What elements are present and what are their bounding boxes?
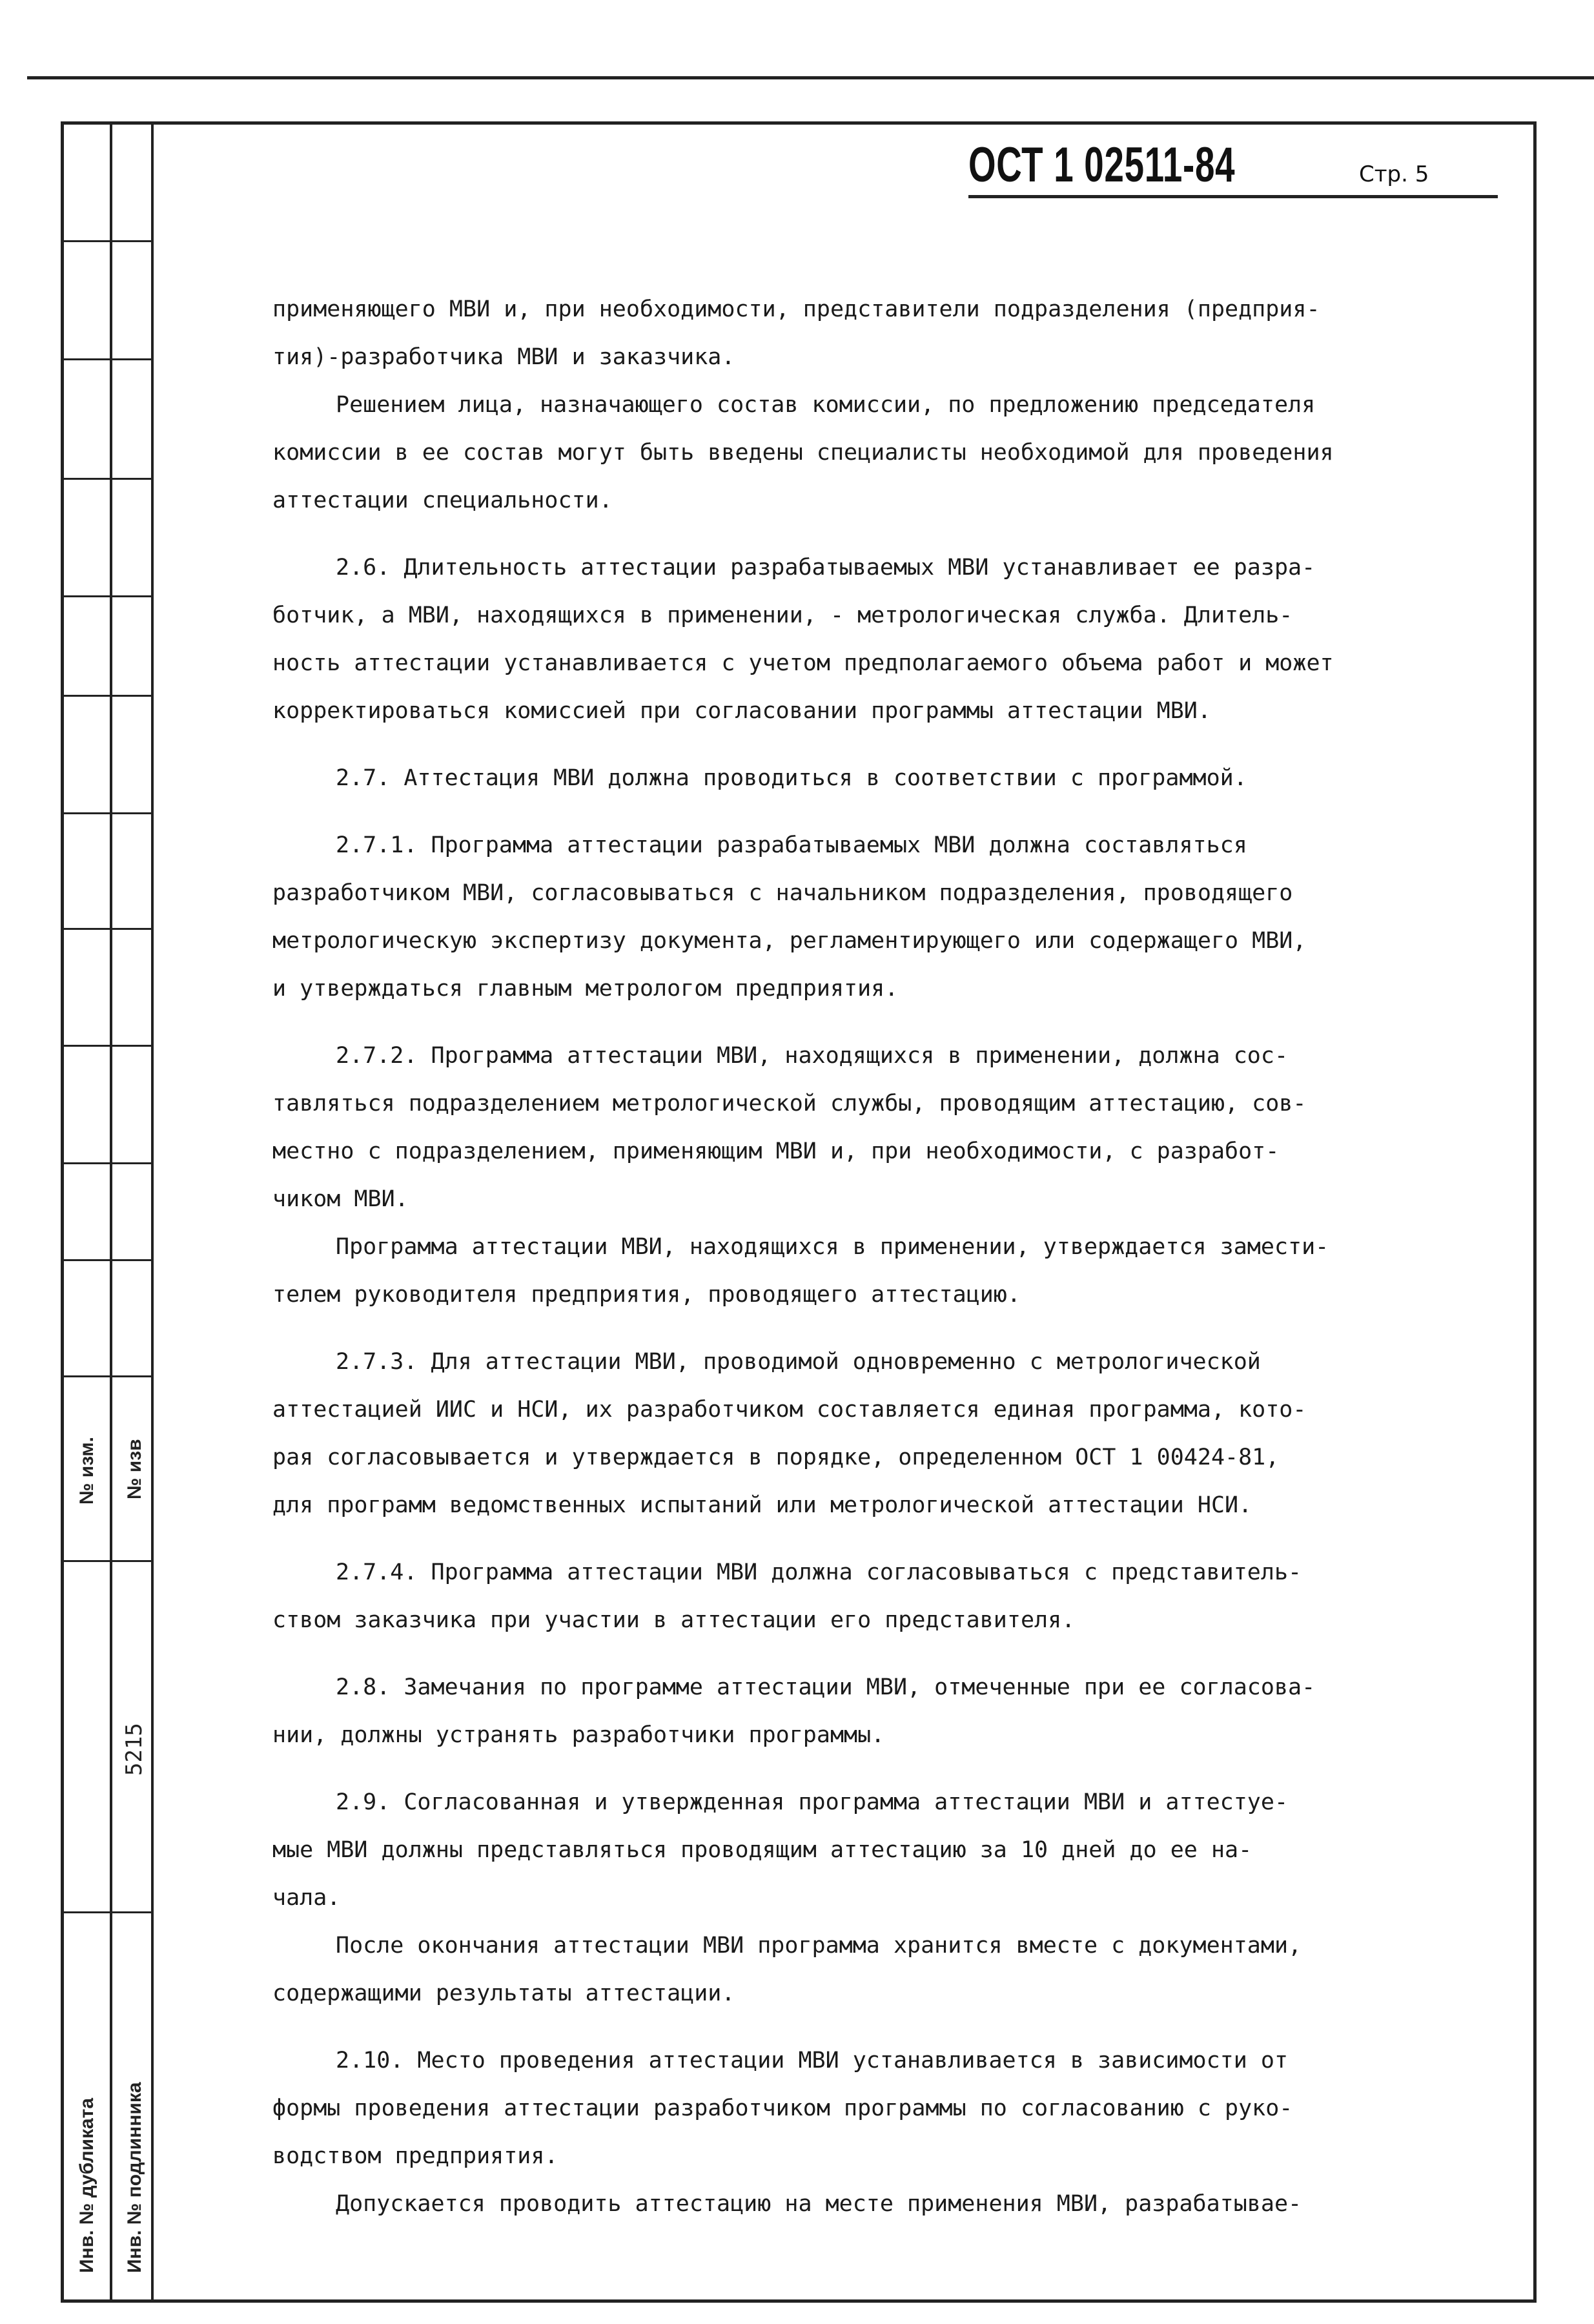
- header-underline: [968, 195, 1498, 198]
- text-line: нии, должны устранять разработчики программы.: [272, 1722, 885, 1748]
- stamp-label-izv: № изв: [124, 1439, 145, 1499]
- text-line: комиссии в ее состав могут быть введены специалисты необходимой для проведения: [272, 440, 1334, 466]
- text-line: применяющего МВИ и, при необходимости, представители подразделения (предприя-: [272, 296, 1320, 322]
- text-line: ность аттестации устанавливается с учетом предполагаемого объема работ и может: [272, 650, 1334, 676]
- stamp-inventory-number: 5215: [121, 1723, 147, 1776]
- text-line: для программ ведомственных испытаний или метрологической аттестации НСИ.: [272, 1492, 1252, 1518]
- stamp-divider: [61, 478, 154, 480]
- page-number: Стр. 5: [1359, 161, 1429, 187]
- stamp-label-izm: № изм.: [76, 1437, 97, 1505]
- stamp-divider: [61, 240, 154, 242]
- stamp-divider: [61, 812, 154, 814]
- stamp-column-left: [61, 121, 112, 2303]
- stamp-divider: [61, 1560, 154, 1562]
- stamp-divider: [61, 1162, 154, 1164]
- text-line: ботчик, а МВИ, находящихся в применении, - метрологическая служба. Длитель-: [272, 602, 1293, 628]
- text-line: водством предприятия.: [272, 2143, 558, 2169]
- stamp-label-duplicate: Инв. № дубликата: [76, 2097, 97, 2273]
- text-line: аттестации специальности.: [272, 488, 613, 513]
- text-line: 2.10. Место проведения аттестации МВИ устанавливается в зависимости от: [336, 2048, 1289, 2073]
- text-line: 2.9. Согласованная и утвержденная программа аттестации МВИ и аттестуе-: [336, 1789, 1289, 1815]
- text-line: Допускается проводить аттестацию на месте применения МВИ, разрабатывае-: [336, 2191, 1302, 2217]
- text-line: телем руководителя предприятия, проводящего аттестацию.: [272, 1282, 1021, 1308]
- text-line: аттестацией ИИС и НСИ, их разработчиком составляется единая программа, кото-: [272, 1397, 1307, 1423]
- document-code: ОСТ 1 02511-84: [968, 138, 1236, 192]
- text-line: 2.6. Длительность аттестации разрабатываемых МВИ устанавливает ее разра-: [336, 555, 1316, 581]
- text-line: 2.7.1. Программа аттестации разрабатываемых МВИ должна составляться: [336, 832, 1247, 858]
- text-line: 2.7.2. Программа аттестации МВИ, находящихся в применении, должна сос-: [336, 1043, 1289, 1069]
- text-line: 2.7.3. Для аттестации МВИ, проводимой одновременно с метрологической: [336, 1349, 1261, 1375]
- stamp-divider: [61, 1045, 154, 1047]
- text-line: Программа аттестации МВИ, находящихся в применении, утверждается замести-: [336, 1234, 1329, 1260]
- text-line: рая согласовывается и утверждается в порядке, определенном ОСТ 1 00424-81,: [272, 1445, 1280, 1470]
- text-line: местно с подразделением, применяющим МВИ и, при необходимости, с разработ-: [272, 1138, 1280, 1164]
- stamp-column-right: [112, 121, 154, 2303]
- text-line: и утверждаться главным метрологом предприятия.: [272, 976, 899, 1002]
- text-line: содержащими результаты аттестации.: [272, 1980, 735, 2006]
- text-line: чиком МВИ.: [272, 1186, 409, 1212]
- text-line: 2.7. Аттестация МВИ должна проводиться в соответствии с программой.: [336, 765, 1247, 791]
- text-line: 2.7.4. Программа аттестации МВИ должна согласовываться с представитель-: [336, 1559, 1302, 1585]
- document-body: [272, 285, 1447, 2228]
- text-line: мые МВИ должны представляться проводящим аттестацию за 10 дней до ее на-: [272, 1837, 1252, 1863]
- text-line: разработчиком МВИ, согласовываться с начальником подразделения, проводящего: [272, 880, 1293, 906]
- text-line: После окончания аттестации МВИ программа хранится вместе с документами,: [336, 1933, 1302, 1959]
- stamp-divider: [61, 358, 154, 360]
- stamp-divider: [61, 695, 154, 697]
- text-line: 2.8. Замечания по программе аттестации МВИ, отмеченные при ее согласова-: [336, 1674, 1316, 1700]
- stamp-divider: [61, 1375, 154, 1377]
- text-line: корректироваться комиссией при согласовании программы аттестации МВИ.: [272, 698, 1211, 724]
- stamp-divider: [61, 1911, 154, 1913]
- stamp-divider: [61, 1259, 154, 1261]
- text-line: тавляться подразделением метрологической службы, проводящим аттестацию, сов-: [272, 1091, 1307, 1116]
- stamp-divider: [61, 928, 154, 930]
- text-line: Решением лица, назначающего состав комиссии, по предложению председателя: [336, 392, 1316, 418]
- text-line: ством заказчика при участии в аттестации его представителя.: [272, 1607, 1076, 1633]
- text-line: тия)-разработчика МВИ и заказчика.: [272, 344, 735, 370]
- stamp-label-original: Инв. № подлинника: [124, 2082, 145, 2273]
- text-line: метрологическую экспертизу документа, регламентирующего или содержащего МВИ,: [272, 928, 1307, 954]
- text-line: чала.: [272, 1885, 341, 1911]
- text-line: формы проведения аттестации разработчиком программы по согласованию с руко-: [272, 2095, 1293, 2121]
- stamp-divider: [61, 595, 154, 597]
- top-border-rule: [27, 76, 1594, 79]
